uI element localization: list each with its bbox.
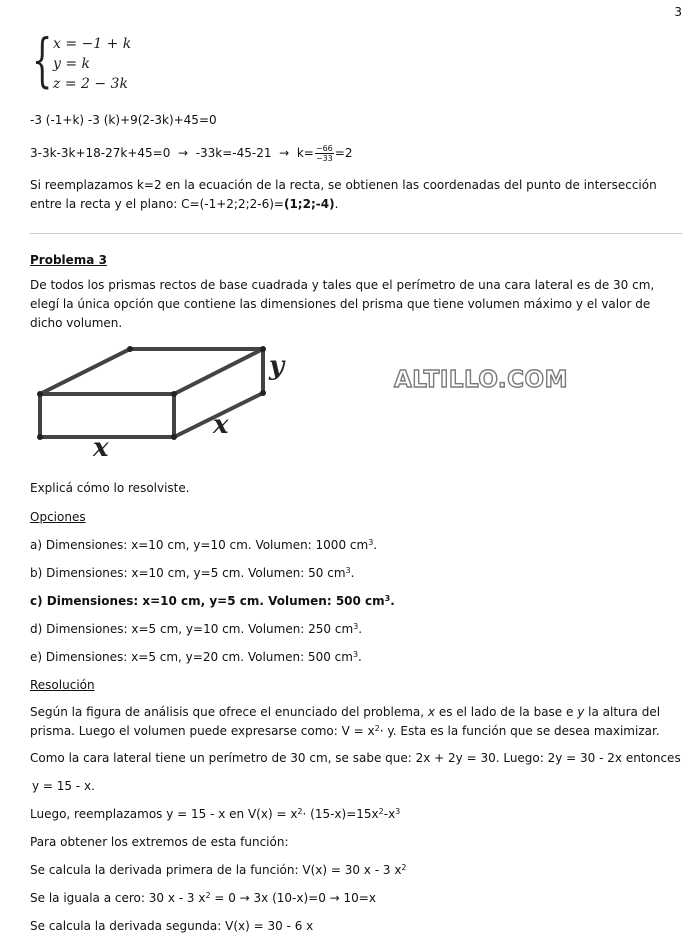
variable-x: x xyxy=(427,705,435,719)
prism-vertex xyxy=(171,434,177,440)
text: · (15-x)=15x xyxy=(302,807,379,821)
arrow-icon: → xyxy=(279,146,290,160)
text: · y. Esta es la función que se desea maximizar. xyxy=(379,724,660,738)
resolution-paragraph-2: Como la cara lateral tiene un perímetro de 30 cm, se sabe que: 2x + 2y = 30. Luego: 2y = 30 - 2x entonces xyxy=(30,751,681,765)
superscript: 3 xyxy=(345,566,351,575)
watermark: ALTILLO.COM xyxy=(394,367,568,393)
option-a xyxy=(30,537,377,553)
prism-figure xyxy=(30,340,280,460)
period: . xyxy=(334,197,339,211)
prism-vertex xyxy=(260,390,266,396)
text: la altura del prisma. Luego el volumen puede expresarse como: V = x xyxy=(30,705,661,738)
prism-vertex xyxy=(37,434,43,440)
calc-result: =2 xyxy=(334,146,353,160)
superscript: 2 xyxy=(401,863,407,872)
page-number: 3 xyxy=(674,5,682,19)
superscript: 3 xyxy=(352,650,359,659)
conclusion-text: Si reemplazamos k=2 en la ecuación de la recta, se obtienen las coordenadas del punto de intersección entre la recta y el plano: C=(-1+2;2;2-6)= xyxy=(30,178,657,211)
options-title: Opciones xyxy=(30,510,86,524)
resolution-paragraph-4 xyxy=(30,806,400,822)
calculation-line-1: -3 (-1+k) -3 (k)+9(2-3k)+45=0 xyxy=(30,113,217,127)
option-c-correct xyxy=(30,593,395,609)
calculation-line-2 xyxy=(30,144,352,163)
fraction-numerator: −66 xyxy=(315,144,333,153)
prism-vertex xyxy=(260,346,266,352)
superscript: 3 xyxy=(384,594,391,603)
prism-vertex xyxy=(171,391,177,397)
resolution-paragraph-1 xyxy=(30,703,685,741)
system-brace: { xyxy=(32,26,53,94)
problem-title: Problema 3 xyxy=(30,253,107,267)
superscript: 2 xyxy=(205,891,211,900)
period: . xyxy=(373,538,378,552)
text: = 0 → 3x (10-x)=0 → 10=x xyxy=(210,891,376,905)
superscript: 2 xyxy=(378,807,384,816)
option-text: e) Dimensiones: x=5 cm, y=20 cm. Volumen: 500 cm xyxy=(30,650,353,664)
period: . xyxy=(358,650,362,664)
calc-step-2: -33k=-45-21 xyxy=(195,146,272,160)
period: . xyxy=(390,594,395,608)
label-y: y xyxy=(269,351,285,381)
conclusion-paragraph xyxy=(30,176,685,214)
explain-instruction: Explicá cómo lo resolviste. xyxy=(30,481,190,495)
resolution-title: Resolución xyxy=(30,678,95,692)
calc-step-1: 3-3k-3k+18-27k+45=0 xyxy=(30,146,171,160)
option-b xyxy=(30,565,354,581)
calc-step-3: k= xyxy=(296,146,314,160)
fraction xyxy=(315,144,334,163)
prism-vertex xyxy=(127,346,133,352)
resolution-paragraph-7 xyxy=(30,890,376,906)
text: Se calcula la derivada primera de la función: V(x) = 30 x - 3 x xyxy=(30,863,402,877)
variable-y: y xyxy=(577,705,585,719)
resolution-paragraph-3: y = 15 - x. xyxy=(32,779,95,793)
problem-statement: De todos los prismas rectos de base cuadrada y tales que el perímetro de una cara lateral es de 30 cm, elegí la única opción que contiene las dimensiones del prisma que tiene volumen máximo y el valor de dicho volumen. xyxy=(30,278,655,330)
option-text: b) Dimensiones: x=10 cm, y=5 cm. Volumen: 50 cm xyxy=(30,566,346,580)
intersection-point: (1;2;-4) xyxy=(283,197,335,211)
resolution-paragraph-8: Se calcula la derivada segunda: V(x) = 30 - 6 x xyxy=(30,919,314,933)
resolution-paragraph-5: Para obtener los extremos de esta función: xyxy=(30,835,289,849)
system-equation-x: x = −1 + k xyxy=(53,36,132,52)
superscript: 3 xyxy=(395,807,401,816)
superscript: 2 xyxy=(297,807,303,816)
equation-system xyxy=(32,26,152,96)
label-x-bottom: x xyxy=(93,433,109,463)
superscript: 3 xyxy=(368,538,374,547)
prism-front-face xyxy=(40,394,174,437)
prism-edge xyxy=(174,349,263,394)
text: Luego, reemplazamos y = 15 - x en V(x) = x xyxy=(30,807,298,821)
fraction-denominator: −33 xyxy=(315,154,333,163)
arrow-icon: → xyxy=(178,146,189,160)
system-equation-y: y = k xyxy=(53,56,91,72)
label-x-side: x xyxy=(213,410,229,440)
section-divider xyxy=(30,233,682,234)
text: Se la iguala a cero: 30 x - 3 x xyxy=(30,891,206,905)
period: . xyxy=(350,566,355,580)
option-text: c) Dimensiones: x=10 cm, y=5 cm. Volumen: 500 cm xyxy=(30,594,385,608)
option-text: d) Dimensiones: x=5 cm, y=10 cm. Volumen: 250 cm xyxy=(30,622,354,636)
text: es el lado de la base e xyxy=(435,705,578,719)
option-text: a) Dimensiones: x=10 cm, y=10 cm. Volumen: 1000 cm xyxy=(30,538,369,552)
superscript: 2 xyxy=(374,724,380,733)
prism-vertex xyxy=(37,391,43,397)
system-equation-z: z = 2 − 3k xyxy=(53,76,128,92)
text: Según la figura de análisis que ofrece el enunciado del problema, xyxy=(30,705,428,719)
resolution-paragraph-6 xyxy=(30,862,407,878)
option-d xyxy=(30,621,362,637)
superscript: 3 xyxy=(353,622,359,631)
option-e xyxy=(30,649,362,665)
prism-edge xyxy=(40,349,130,394)
period: . xyxy=(358,622,363,636)
text: -x xyxy=(383,807,396,821)
